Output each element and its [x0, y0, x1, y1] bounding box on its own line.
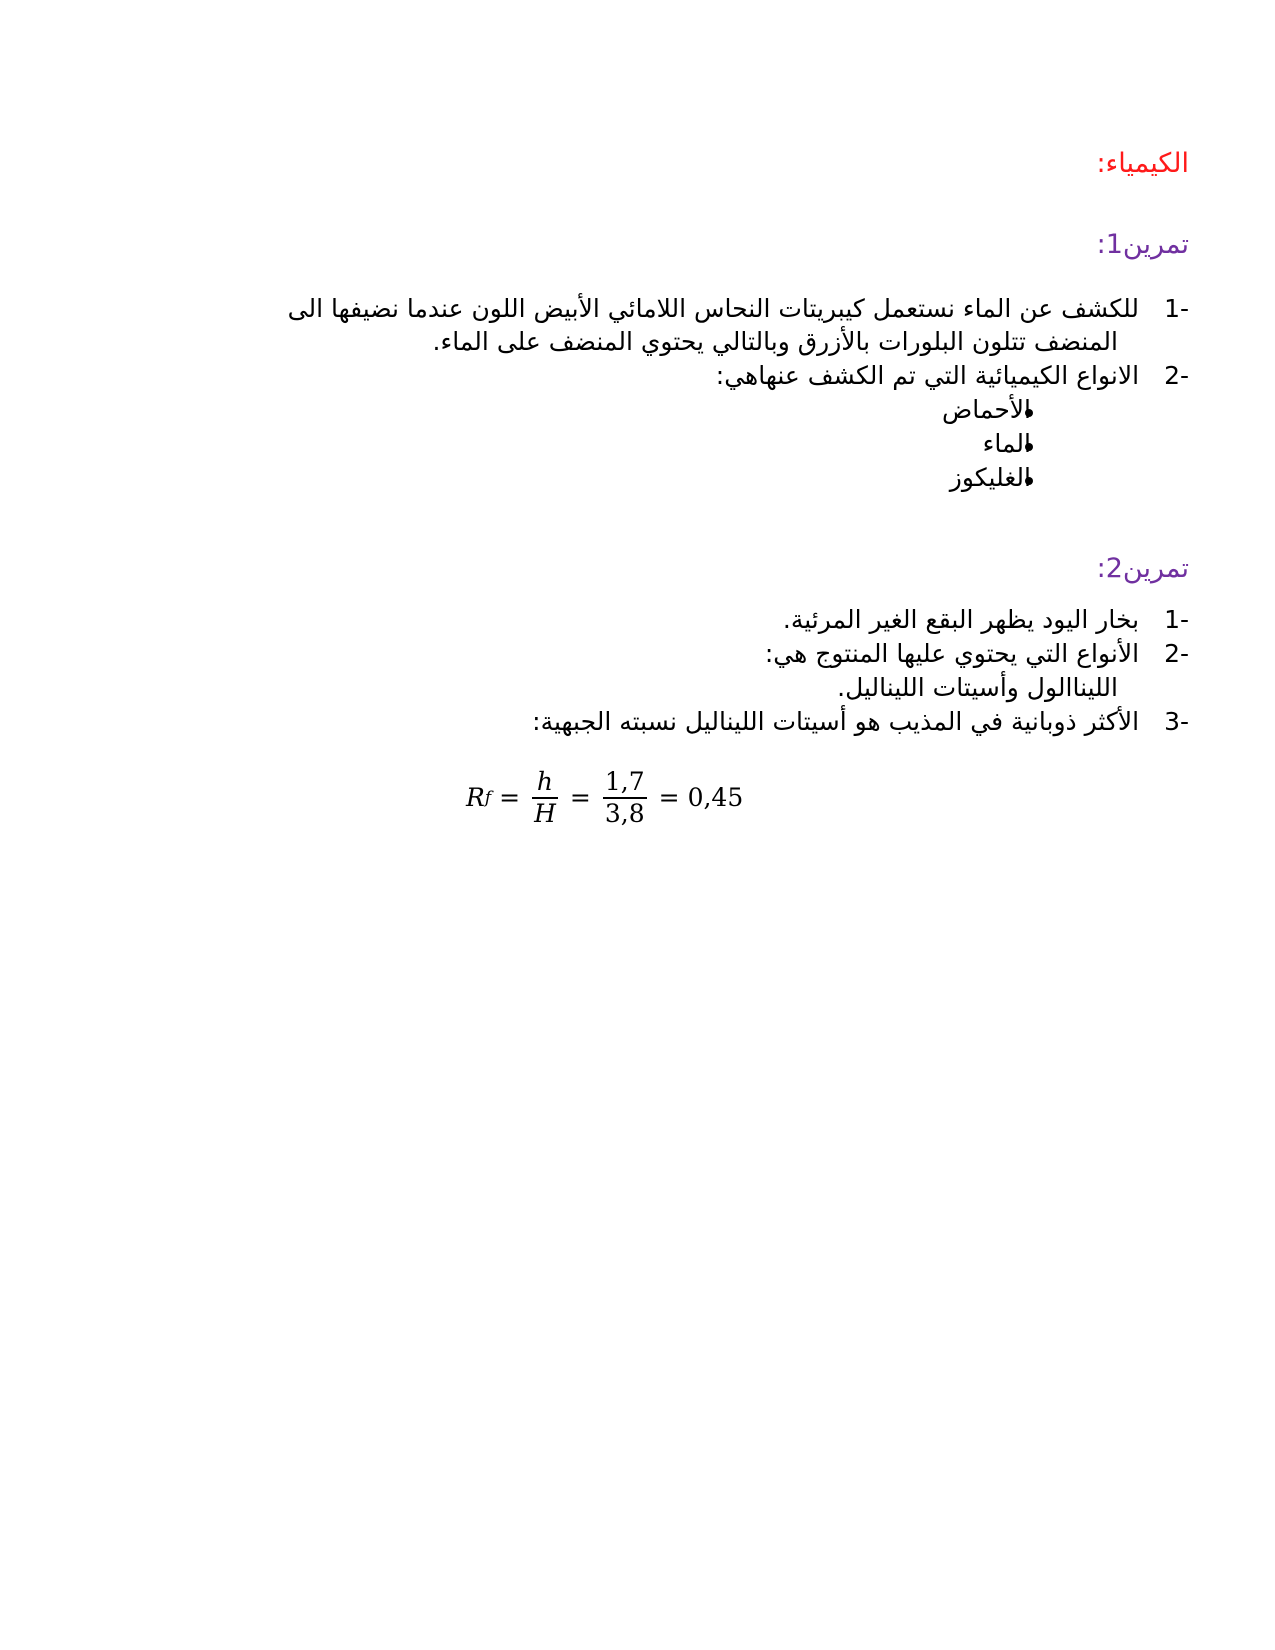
- equals-sign: =: [499, 783, 521, 813]
- rf-formula: [466, 767, 743, 829]
- item-text: الأكثر ذوبانية في المذيب هو أسيتات الليناليل نسبته الجبهية:: [532, 707, 1140, 736]
- item-text: بخار اليود يظهر البقع الغير المرئية.: [782, 605, 1140, 634]
- exercise1-item1-line2: المنضف تتلون البلورات بالأزرق وبالتالي يحتوي المنضف على الماء.: [432, 327, 1118, 356]
- fraction-values: [603, 767, 647, 829]
- item-number: 1-: [1164, 294, 1189, 323]
- item-number: 2-: [1164, 639, 1189, 668]
- item-text: الأنواع التي يحتوي عليها المنتوج هي:: [764, 639, 1140, 668]
- exercise1-bullet: الأحماض: [942, 395, 1031, 424]
- exercise2-item3-line1: [532, 705, 1189, 739]
- equals-sign: =: [658, 783, 680, 813]
- exercise2-item2-line1: [765, 637, 1189, 671]
- formula-lhs-subscript: f: [484, 787, 492, 808]
- item-number: 3-: [1164, 707, 1189, 736]
- exercise1-bullet: الغليكوز: [949, 463, 1031, 492]
- exercise2-item1-line1: [783, 603, 1189, 637]
- item-number: 2-: [1164, 361, 1189, 390]
- exercise1-bullet: الماء: [982, 429, 1031, 458]
- equals-sign: =: [569, 783, 591, 813]
- exercise2-heading: تمرين2:: [1096, 553, 1189, 584]
- fraction-h-over-H: [532, 767, 558, 829]
- fraction-denominator: H: [534, 798, 556, 828]
- formula-result: 0,45: [687, 783, 744, 813]
- fraction-numerator: 1,7: [604, 767, 645, 796]
- fraction-denominator: 3,8: [604, 798, 645, 828]
- formula-lhs: R: [466, 783, 485, 813]
- exercise1-item2-line1: [716, 359, 1189, 393]
- exercise1-item1-line1: [288, 292, 1189, 326]
- item-text: للكشف عن الماء نستعمل كيبريتات النحاس اللامائي الأبيض اللون عندما نضيفها الى: [287, 294, 1140, 323]
- item-number: 1-: [1164, 605, 1189, 634]
- item-text: الانواع الكيميائية التي تم الكشف عنهاهي:: [715, 361, 1140, 390]
- exercise2-item2-line2: الليناالول وأسيتات الليناليل.: [837, 673, 1118, 702]
- fraction-numerator: h: [536, 767, 554, 796]
- exercise1-heading: تمرين1:: [1096, 229, 1189, 260]
- page-title: الكيمياء:: [1096, 148, 1189, 179]
